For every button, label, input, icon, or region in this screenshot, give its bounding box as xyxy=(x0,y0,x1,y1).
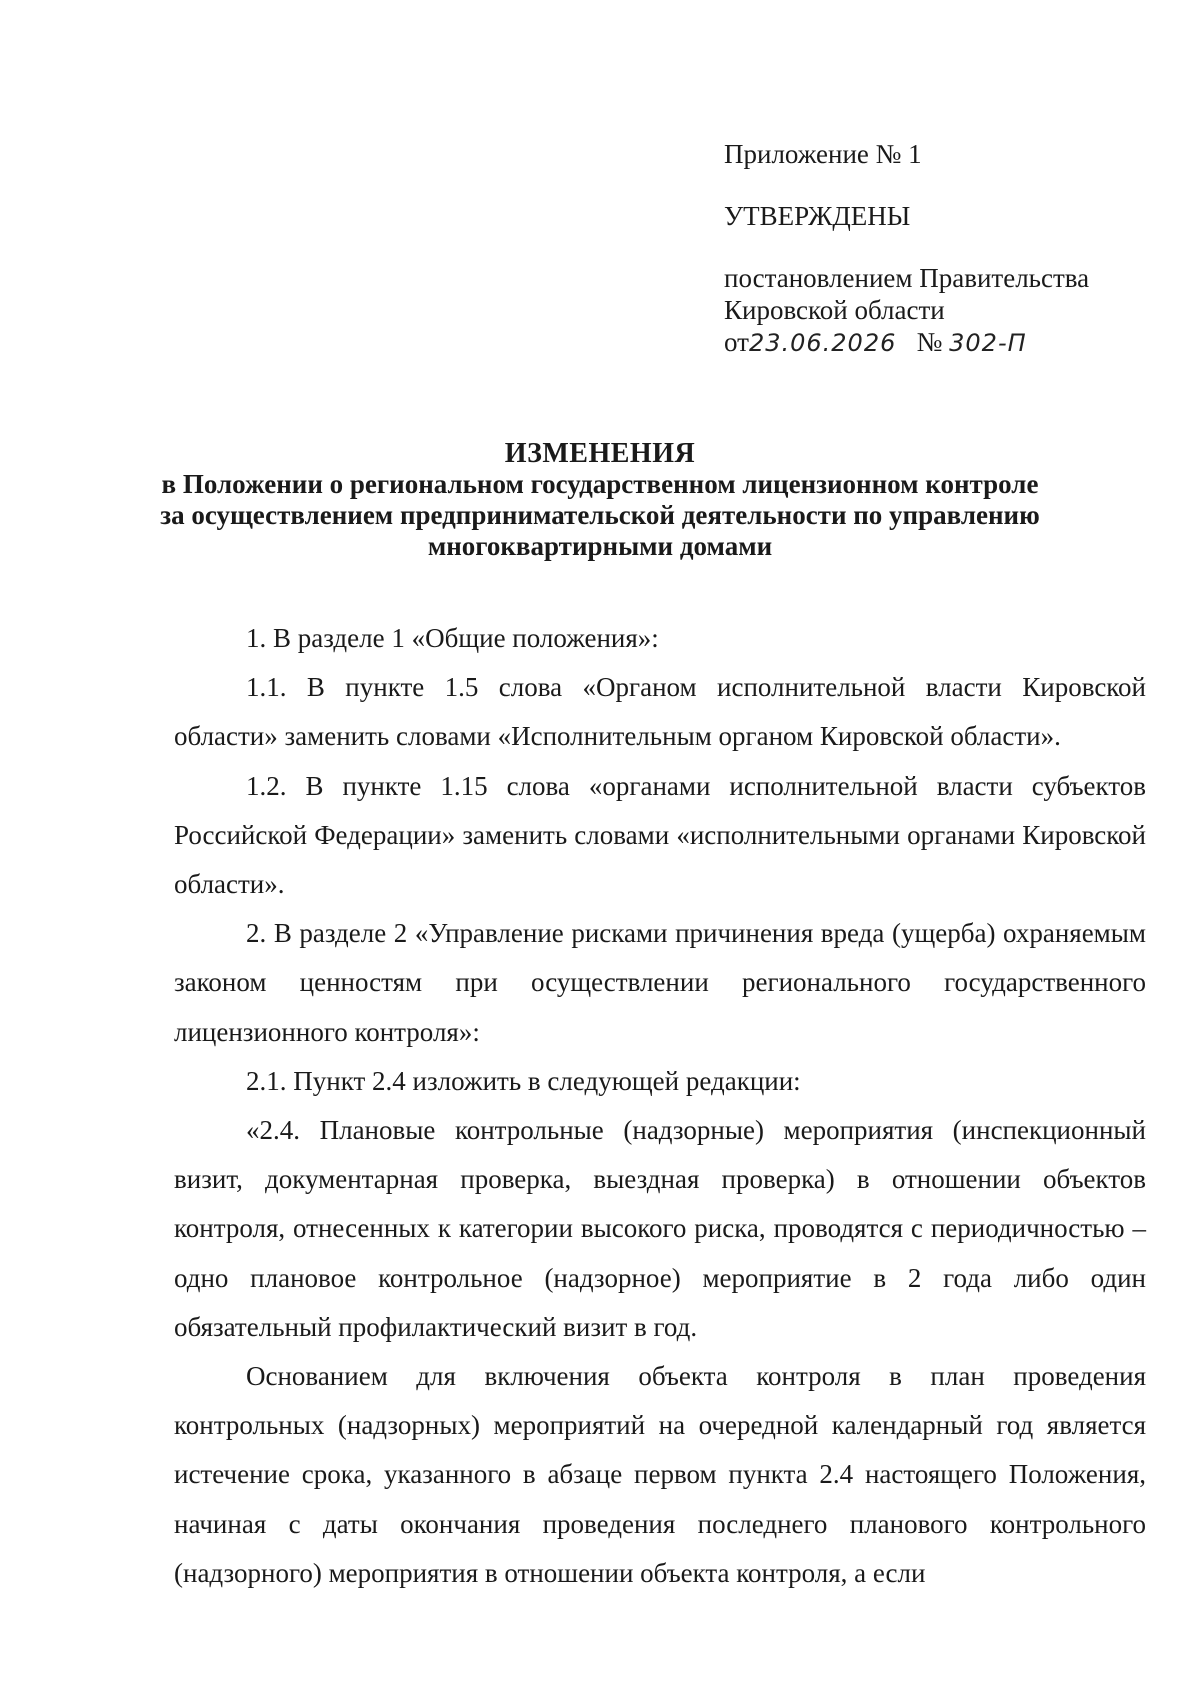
approved-label: УТВЕРЖДЕНЫ xyxy=(724,201,911,231)
handwritten-number: 302-П xyxy=(949,329,1027,357)
document-body xyxy=(174,614,1146,1598)
paragraph-4: 2. В разделе 2 «Управление рисками причинения вреда (ущерба) охраняемым законом ценностям при осуществлении регионального государственного лицензионного контроля»: xyxy=(174,918,1146,1047)
number-prefix: № xyxy=(916,327,943,357)
document-title: ИЗМЕНЕНИЯ xyxy=(504,438,696,469)
paragraph-5: 2.1. Пункт 2.4 изложить в следующей редакции: xyxy=(246,1065,801,1096)
handwritten-date: 23.06.2026 xyxy=(748,329,897,357)
subtitle-line-2: за осуществлением предпринимательской деятельности по управлению xyxy=(160,500,1040,530)
paragraph-6: «2.4. Плановые контрольные (надзорные) мероприятия (инспекционный визит, документарная проверка, выездная проверка) в отношении объектов контроля, отнесенных к категории высокого риска, проводятся с периодичностью – одно плановое контрольное (надзорное) мероприятие в 2 года либо один обязательный профилактический визит в год. xyxy=(174,1115,1146,1342)
subtitle-line-3: многоквартирными домами xyxy=(427,531,773,561)
decree-date-line xyxy=(724,326,1164,359)
paragraph-7: Основанием для включения объекта контроля в план проведения контрольных (надзорных) мероприятий на очередной календарный год является истечение срока, указанного в абзаце первом пункта 2.4 настоящего Положения, начиная с даты окончания проведения последнего планового контрольного (надзорного) мероприятия в отношении объекта контроля, а если xyxy=(174,1361,1146,1588)
subtitle-line-1: в Положении о региональном государственном лицензионном контроле xyxy=(161,469,1039,499)
annex-label: Приложение № 1 xyxy=(724,139,922,169)
paragraph-1: 1. В разделе 1 «Общие положения»: xyxy=(246,623,659,653)
document-heading xyxy=(100,438,1100,562)
decree-line-2: Кировской области xyxy=(724,295,945,325)
paragraph-3: 1.2. В пункте 1.15 слова «органами исполнительной власти субъектов Российской Федерации» заменить словами «исполнительными органами Кировской области». xyxy=(174,770,1146,900)
paragraph-2: 1.1. В пункте 1.5 слова «Органом исполнительной власти Кировской области» заменить словами «Исполнительным органом Кировской области». xyxy=(174,672,1146,752)
decree-line-1: постановлением Правительства xyxy=(724,263,1090,293)
date-prefix: от xyxy=(724,327,749,357)
approval-block xyxy=(724,138,1164,359)
